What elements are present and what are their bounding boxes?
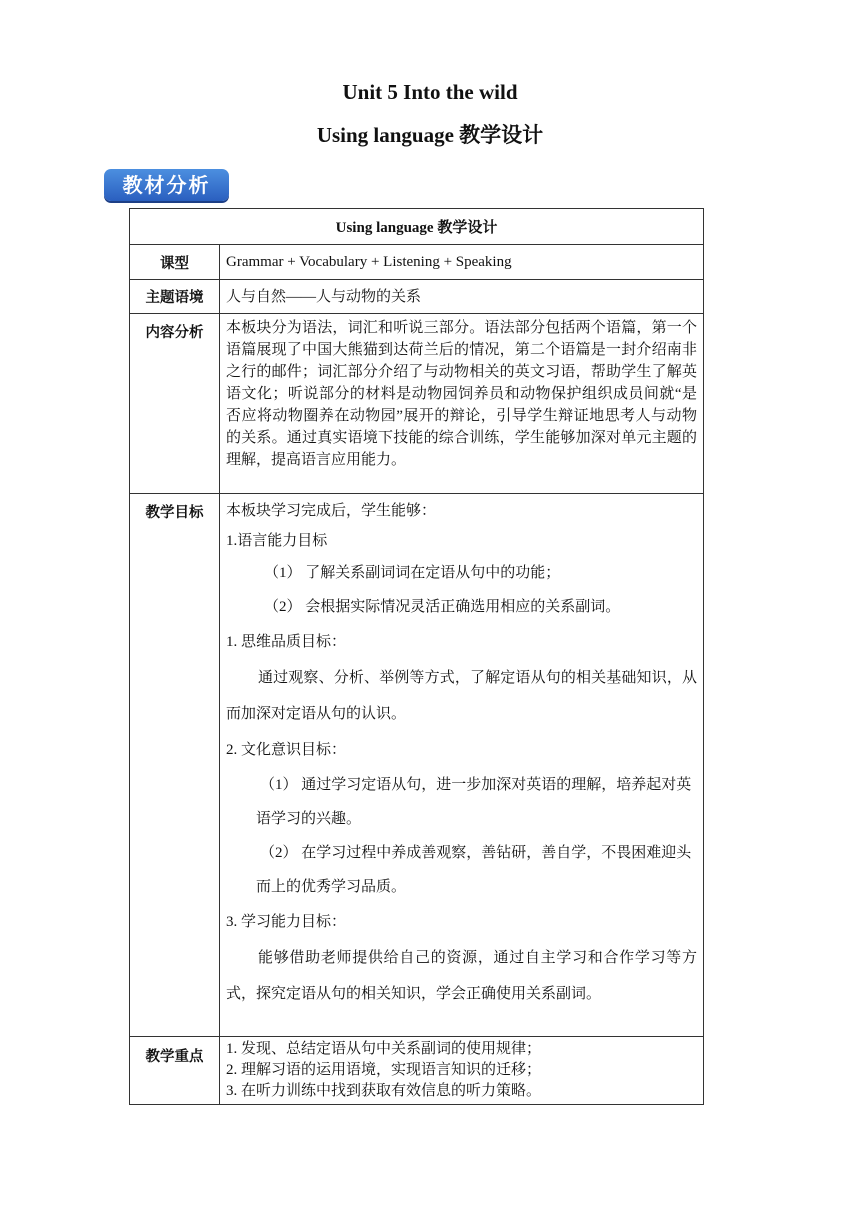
- table-row: [130, 245, 704, 280]
- table-row: [130, 1037, 704, 1105]
- key-points-label: 教学重点: [130, 1037, 220, 1105]
- list-item: 3. 在听力训练中找到获取有效信息的听力策略。: [226, 1083, 542, 1099]
- table-row: [130, 494, 704, 1037]
- goal-2-title: 1. 思维品质目标：: [226, 634, 347, 650]
- document-title: Unit 5 Into the wild: [342, 80, 518, 104]
- table-header: Using language 教学设计: [130, 209, 704, 245]
- goal-3-item-1: （1） 通过学习定语从句，进一步加深对英语的理解，培养起对英语学习的兴趣。: [256, 777, 692, 827]
- content-label: 内容分析: [130, 314, 220, 494]
- theme-value: 人与自然——人与动物的关系: [220, 280, 704, 314]
- goals-cell: [220, 494, 704, 1037]
- goal-3-item-2: （2） 在学习过程中养成善观察，善钻研，善自学，不畏困难迎头而上的优秀学习品质。: [256, 845, 692, 895]
- goal-1-item-1: （1） 了解关系副词词在定语从句中的功能；: [264, 565, 561, 581]
- list-item: 1. 发现、总结定语从句中关系副词的使用规律；: [226, 1041, 542, 1057]
- goal-3-title: 2. 文化意识目标：: [226, 742, 347, 758]
- table-row: [130, 280, 704, 314]
- document-subtitle: Using language 教学设计: [316, 123, 544, 147]
- goal-4-title: 3. 学习能力目标：: [226, 914, 347, 930]
- goal-1-title: 1.语言能力目标: [226, 533, 328, 549]
- content-value: 本板块分为语法，词汇和听说三部分。语法部分包括两个语篇，第一个语篇展现了中国大熊猫到达荷兰后的情况，第二个语篇是一封介绍南非之行的邮件；词汇部分介绍了与动物相关的英文习语，帮助学生了解英语文化；听说部分的材料是动物园饲养员和动物保护组织成员间就“是否应将动物圈养在动物园”展开的辩论，引导学生辩证地思考人与动物的关系。通过真实语境下技能的综合训练，学生能够加深对单元主题的理解，提高语言应用能力。: [220, 314, 704, 494]
- lesson-plan-table: [129, 208, 704, 1105]
- goals-label: 教学目标: [130, 494, 220, 1037]
- table-row: [130, 314, 704, 494]
- theme-label: 主题语境: [130, 280, 220, 314]
- goal-1-item-2: （2） 会根据实际情况灵活正确选用相应的关系副词。: [264, 599, 621, 615]
- course-type-value: Grammar + Vocabulary + Listening + Speaking: [220, 245, 704, 280]
- goal-4-text: 能够借助老师提供给自己的资源，通过自主学习和合作学习等方式，探究定语从句的相关知识，学会正确使用关系副词。: [226, 950, 697, 1002]
- goals-intro: 本板块学习完成后，学生能够：: [226, 503, 437, 519]
- goal-2-text: 通过观察、分析、举例等方式，了解定语从句的相关基础知识，从而加深对定语从句的认识。: [226, 670, 697, 722]
- key-points-cell: [220, 1037, 704, 1105]
- section-badge: 教材分析: [104, 169, 229, 201]
- course-type-label: 课型: [130, 245, 220, 280]
- table-header-row: [130, 209, 704, 245]
- list-item: 2. 理解习语的运用语境，实现语言知识的迁移；: [226, 1062, 542, 1078]
